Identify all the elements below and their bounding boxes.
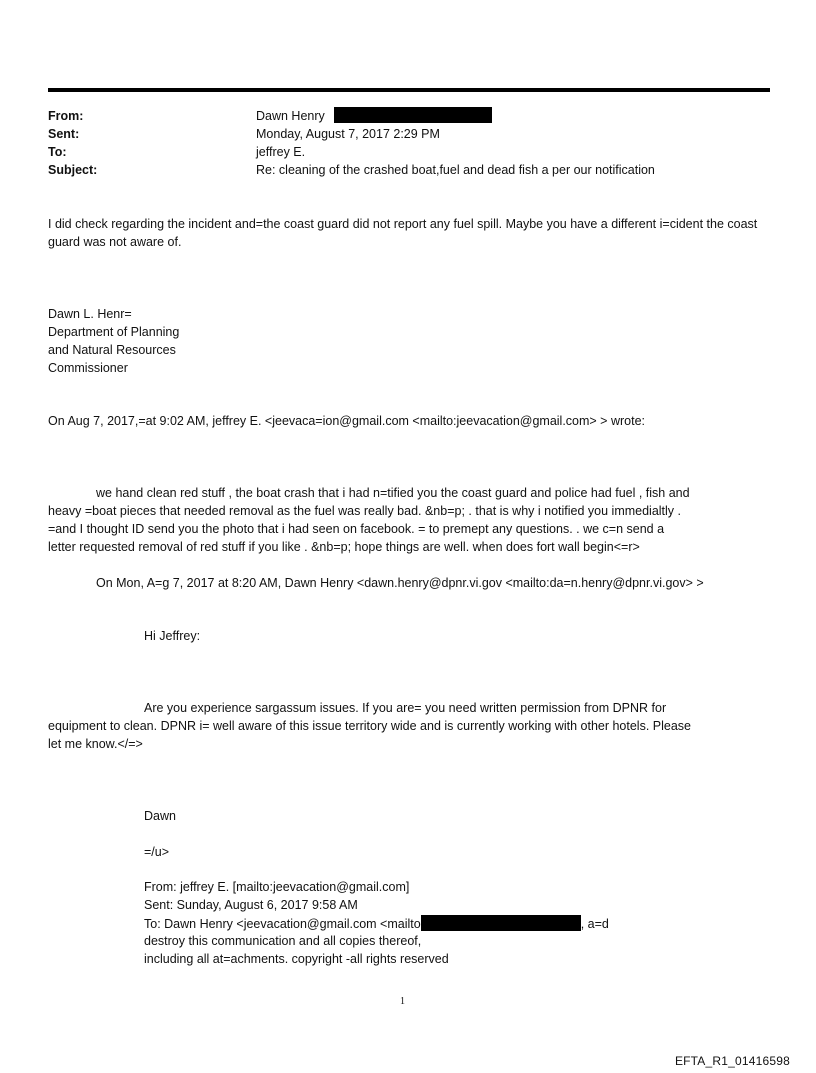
markup-fragment: =/u> bbox=[144, 845, 170, 859]
page-number: 1 bbox=[400, 996, 405, 1007]
header-rule bbox=[48, 88, 770, 92]
quote-intro: On Aug 7, 2017,=at 9:02 AM, jeffrey E. <jeevaca=ion@gmail.com <mailto:jeevacation@gmail.com> > wrote: bbox=[48, 414, 645, 428]
forward-to-tail: , a=d bbox=[580, 917, 609, 931]
subject-label: Subject: bbox=[48, 163, 98, 177]
quote-intro-2: On Mon, A=g 7, 2017 at 8:20 AM, Dawn Henry <dawn.henry@dpnr.vi.gov <mailto:da=n.henry@dpnr.vi.gov> > bbox=[96, 576, 704, 590]
signature-title: Commissioner bbox=[48, 361, 128, 375]
signature-name: Dawn L. Henr= bbox=[48, 307, 132, 321]
redaction-box bbox=[421, 915, 581, 931]
from-name: Dawn Henry bbox=[256, 109, 325, 123]
to-value: jeffrey E. bbox=[256, 145, 306, 159]
sent-value: Monday, August 7, 2017 2:29 PM bbox=[256, 127, 440, 141]
forward-from: From: jeffrey E. [mailto:jeevacation@gmail.com] bbox=[144, 880, 410, 894]
quote-line: heavy =boat pieces that needed removal as the fuel was really bad. &nb=p; . that is why i notified you immedialtly . bbox=[48, 504, 681, 518]
from-label: From: bbox=[48, 109, 84, 123]
body-paragraph: I did check regarding the incident and=the coast guard did not report any fuel spill. Maybe you have a different i=cident the coast guard was not aware of. bbox=[48, 217, 758, 249]
quote-line: letter requested removal of red stuff if you like . &nb=p; hope things are well. when does fort wall begin<=r> bbox=[48, 540, 640, 554]
forward-sent: Sent: Sunday, August 6, 2017 9:58 AM bbox=[144, 898, 358, 912]
quote-line: equipment to clean. DPNR i= well aware of this issue territory wide and is currently working with other hotels. Please bbox=[48, 719, 691, 733]
signature-department: Department of Planning bbox=[48, 325, 180, 339]
signature-department-2: and Natural Resources bbox=[48, 343, 176, 357]
forward-to bbox=[144, 915, 609, 934]
greeting: Hi Jeffrey: bbox=[144, 629, 201, 643]
subject-value: Re: cleaning of the crashed boat,fuel and dead fish a per our notification bbox=[256, 163, 655, 177]
sign-off: Dawn bbox=[144, 809, 176, 823]
redaction-box bbox=[334, 107, 492, 123]
sent-label: Sent: bbox=[48, 127, 80, 141]
quote-line: let me know.</=> bbox=[48, 737, 143, 751]
quote-line: =and I thought ID send you the photo that i had seen on facebook. = to premept any questions. . we c=n send a bbox=[48, 522, 665, 536]
forward-line: including all at=achments. copyright -all rights reserved bbox=[144, 952, 449, 966]
forward-line: destroy this communication and all copies thereof, bbox=[144, 934, 422, 948]
bates-number: EFTA_R1_01416598 bbox=[674, 1054, 790, 1068]
to-label: To: bbox=[48, 145, 67, 159]
forward-to-text: To: Dawn Henry <jeevacation@gmail.com <mailto bbox=[144, 917, 421, 931]
from-value bbox=[256, 107, 492, 125]
quote-line: we hand clean red stuff , the boat crash that i had n=tified you the coast guard and police had fuel , fish and bbox=[96, 486, 690, 500]
quote-line: Are you experience sargassum issues. If you are= you need written permission from DPNR for bbox=[144, 701, 667, 715]
